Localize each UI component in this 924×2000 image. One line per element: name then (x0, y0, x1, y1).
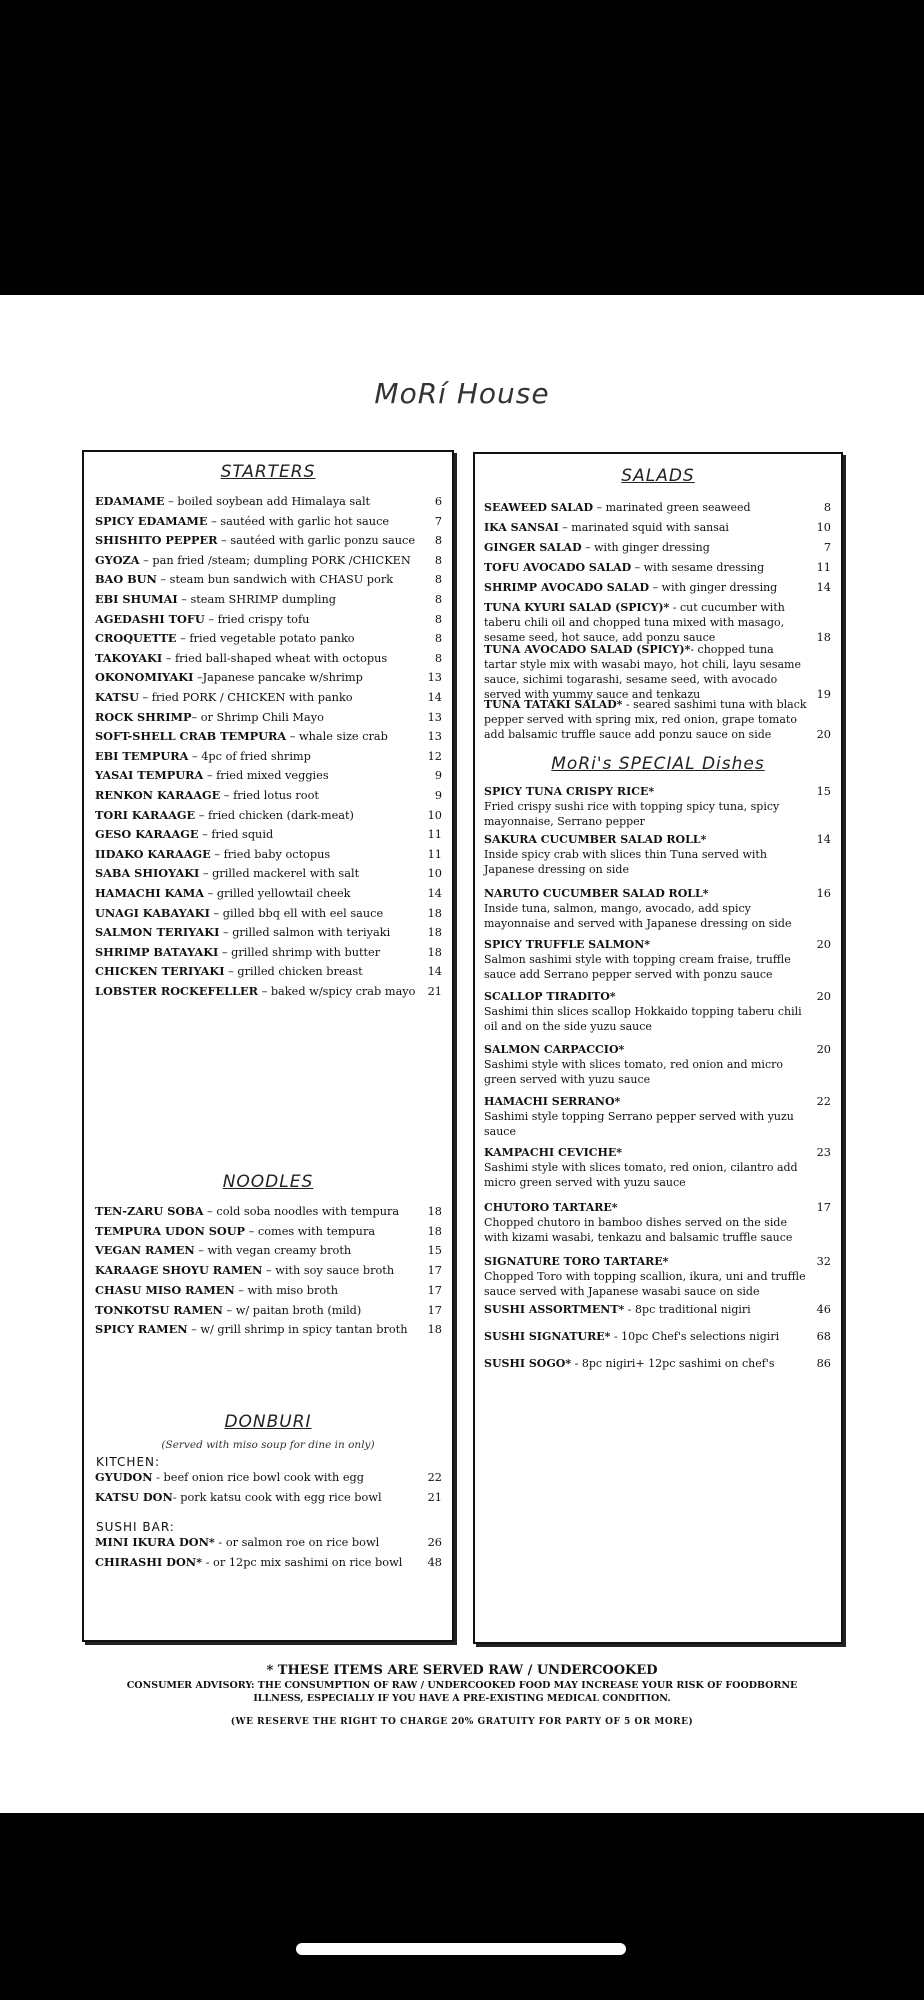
menu-item-name: NARUTO CUCUMBER SALAD ROLL* (484, 887, 709, 900)
menu-item (95, 788, 442, 803)
menu-item-price: 14 (816, 833, 831, 846)
menu-item-name: RENKON KARAAGE (95, 788, 221, 802)
menu-item-price: 18 (427, 1323, 442, 1337)
menu-item-name: EBI TEMPURA (95, 748, 189, 763)
menu-item-description: – w/ paitan broth (mild) (222, 1303, 362, 1317)
menu-item-description: – fried vegetable potato panko (176, 632, 355, 646)
menu-item (484, 1254, 831, 1299)
menu-item (484, 1094, 831, 1139)
right-menu-column (473, 452, 843, 1644)
menu-item-description: –Japanese pancake w/shrimp (193, 671, 363, 685)
menu-item-name: HAMACHI SERRANO* (484, 1095, 621, 1108)
menu-item-description: – steam SHRIMP dumpling (177, 593, 337, 606)
menu-item (484, 642, 831, 702)
menu-item (95, 1243, 442, 1258)
menu-item (95, 1263, 442, 1278)
menu-item-description: – fried crispy tofu (204, 612, 310, 626)
donburi-note: (Served with miso soup for dine in only) (161, 1439, 375, 1451)
menu-item (95, 670, 442, 685)
menu-item-name: SPICY TUNA CRISPY RICE* (484, 785, 655, 798)
menu-item-price: 32 (816, 1255, 831, 1268)
menu-item-name: TUNA AVOCADO SALAD (SPICY)* (484, 643, 691, 656)
menu-item-name: YASAI TEMPURA (95, 768, 204, 783)
menu-item-price: 8 (434, 632, 442, 646)
menu-item-name: AGEDASHI TOFU (95, 611, 205, 626)
menu-item-name: TAKOYAKI (95, 650, 163, 665)
menu-item-price: 8 (823, 501, 831, 514)
menu-item-price: 15 (427, 1244, 442, 1258)
menu-item-name: TUNA TATAKI SALAD* (484, 698, 623, 711)
menu-item-price: 18 (427, 945, 442, 959)
menu-item-name: VEGAN RAMEN (95, 1243, 195, 1258)
menu-item-name: MINI IKURA DON* (95, 1535, 215, 1549)
restaurant-title: MoRí House (374, 377, 550, 410)
menu-item-description: – marinated squid with sansai (558, 521, 729, 534)
menu-item-name: CHICKEN TERIYAKI (95, 964, 225, 979)
menu-item-description: Sashimi style with slices tomato, red onion, cilantro add micro green served with yuzu sauce (484, 1161, 798, 1189)
menu-item-price: 21 (427, 1491, 442, 1504)
menu-item-name: SALMON TERIYAKI (95, 925, 220, 940)
menu-item-price: 11 (816, 561, 831, 574)
menu-item-name: SABA SHIOYAKI (95, 866, 200, 881)
menu-item-name: GYUDON (95, 1470, 153, 1484)
menu-item (95, 808, 442, 823)
menu-item-price: 15 (816, 785, 831, 798)
menu-item-description: – 4pc of fried shrimp (188, 749, 311, 763)
menu-item (95, 690, 442, 705)
menu-item-price: 20 (816, 1043, 831, 1056)
menu-item-price: 48 (427, 1556, 442, 1569)
menu-item (95, 494, 442, 509)
menu-item-price: 20 (816, 990, 831, 1003)
menu-item-price: 68 (816, 1330, 831, 1343)
menu-item (95, 553, 442, 568)
menu-item-name: GINGER SALAD (484, 541, 582, 554)
menu-item-price: 8 (434, 612, 442, 626)
menu-item-name: HAMACHI KAMA (95, 886, 204, 900)
menu-item-price: 46 (816, 1303, 831, 1316)
menu-item-name: TEMPURA UDON SOUP (95, 1223, 246, 1238)
menu-item-description: – with sesame dressing (631, 561, 765, 574)
menu-item (484, 1042, 831, 1087)
menu-item-description: – cold soba noodles with tempura (203, 1205, 400, 1218)
menu-item-price: 17 (427, 1264, 442, 1278)
menu-item-price: 13 (427, 671, 442, 685)
menu-item (95, 710, 442, 725)
menu-item (484, 540, 831, 555)
menu-item-price: 8 (434, 573, 442, 587)
menu-item-price: 11 (427, 828, 442, 842)
menu-item-price: 20 (816, 728, 831, 741)
menu-item-name: SCALLOP TIRADITO* (484, 990, 616, 1003)
menu-item-description: – with ginger dressing (649, 581, 778, 594)
menu-item-price: 18 (427, 1224, 442, 1238)
menu-item-description: Inside tuna, salmon, mango, avocado, add spicy mayonnaise and served with Japanese dressing on side (484, 902, 792, 930)
menu-item-description: – or Shrimp Chili Mayo (191, 710, 324, 724)
menu-item-price: 21 (427, 985, 442, 998)
menu-item (484, 832, 831, 877)
menu-item-description: – whale size crab (286, 730, 388, 744)
menu-item-description: - cut cucumber with taberu chili oil and chopped tuna mixed with masago, sesame seed, hot sauce, add ponzu sauce (484, 601, 785, 644)
menu-item (484, 1302, 831, 1317)
menu-item (484, 697, 831, 742)
menu-item-name: SEAWEED SALAD (484, 501, 594, 514)
menu-item (484, 886, 831, 931)
menu-item (95, 906, 442, 921)
menu-item-price: 17 (816, 1201, 831, 1214)
menu-item-name: KATSU DON (95, 1490, 173, 1504)
menu-item (95, 964, 442, 979)
menu-item-name: SHRIMP BATAYAKI (95, 944, 219, 959)
menu-item-description: Sashimi style topping Serrano pepper served with yuzu sauce (484, 1110, 794, 1138)
menu-item-description: - chopped tuna tartar style mix with wasabi mayo, hot chili, layu sesame sauce, sichimi togarashi, sesame seed, with avocado served with yummy sauce and tenkazu (484, 643, 801, 701)
menu-item (95, 945, 442, 960)
menu-item-name: SPICY TRUFFLE SALMON* (484, 938, 651, 951)
menu-item-description: – with miso broth (234, 1283, 338, 1297)
menu-item-name: GYOZA (95, 552, 140, 567)
menu-item-description: – grilled mackerel with salt (199, 867, 360, 881)
menu-item (95, 866, 442, 881)
menu-item-price: 8 (434, 553, 442, 567)
menu-item-price: 17 (427, 1303, 442, 1317)
menu-item (95, 612, 442, 627)
menu-item-price: 14 (427, 887, 442, 900)
menu-item-name: KAMPACHI CEVICHE* (484, 1146, 623, 1159)
menu-item-description: Sashimi style with slices tomato, red onion and micro green served with yuzu sauce (484, 1058, 783, 1086)
menu-item-text (484, 642, 831, 702)
menu-item-name: CROQUETTE (95, 631, 177, 646)
menu-sheet (0, 295, 924, 1813)
menu-item-price: 10 (427, 867, 442, 881)
menu-item (95, 1283, 442, 1298)
menu-item-name: SIGNATURE TORO TARTARE* (484, 1255, 669, 1268)
menu-item-description: Chopped Toro with topping scallion, ikura, uni and truffle sauce served with Japanese wasabi sauce on side (484, 1270, 806, 1298)
menu-item (95, 984, 442, 999)
menu-item (95, 1204, 442, 1219)
menu-item-name: SHRIMP AVOCADO SALAD (484, 581, 650, 594)
menu-item-name: SHISHITO PEPPER (95, 533, 218, 548)
raw-notice: * THESE ITEMS ARE SERVED RAW / UNDERCOOKED (266, 1663, 658, 1678)
menu-item (484, 1145, 831, 1190)
menu-item (95, 651, 442, 666)
gratuity-notice: (WE RESERVE THE RIGHT TO CHARGE 20% GRATUITY FOR PARTY OF 5 OR MORE) (230, 1717, 694, 1727)
menu-item-name: GESO KARAAGE (95, 827, 199, 842)
menu-item-description: – marinated green seaweed (593, 501, 751, 514)
menu-item-price: 14 (816, 581, 831, 594)
kitchen-label: KITCHEN: (96, 1455, 161, 1469)
menu-item (95, 572, 442, 587)
menu-item-price: 8 (434, 651, 442, 665)
menu-item-description: – pan fried /steam; dumpling PORK /CHICKEN (139, 553, 411, 567)
menu-item-name: SOFT-SHELL CRAB TEMPURA (95, 729, 287, 744)
menu-item-name: TORI KARAAGE (95, 807, 196, 822)
menu-item-text (484, 560, 831, 575)
menu-item (484, 500, 831, 515)
menu-item-name: CHUTORO TARTARE* (484, 1201, 618, 1214)
menu-item-name: SUSHI SIGNATURE* (484, 1330, 611, 1343)
menu-item (484, 520, 831, 535)
menu-item-description: – with soy sauce broth (262, 1264, 395, 1278)
menu-item (95, 1322, 442, 1337)
menu-item-name: TEN-ZARU SOBA (95, 1204, 204, 1218)
menu-item (95, 514, 442, 529)
menu-item-price: 16 (816, 887, 831, 900)
menu-item (484, 600, 831, 645)
menu-item-description: – fried ball-shaped wheat with octopus (162, 651, 388, 665)
menu-item (95, 768, 442, 783)
menu-item-price: 9 (434, 769, 442, 783)
menu-item (95, 1490, 442, 1505)
menu-item-description: Fried crispy sushi rice with topping spicy tuna, spicy mayonnaise, Serrano pepper (484, 800, 780, 828)
menu-item-price: 10 (427, 808, 442, 822)
menu-item-name: CHASU MISO RAMEN (95, 1282, 235, 1297)
menu-item-description: – grilled yellowtail cheek (204, 887, 351, 900)
menu-item-price: 7 (434, 514, 442, 528)
menu-item-description: Inside spicy crab with slices thin Tuna served with Japanese dressing on side (484, 848, 767, 876)
noodles-heading: NOODLES (222, 1172, 314, 1192)
consumer-advisory: CONSUMER ADVISORY: THE CONSUMPTION OF RAW / UNDERCOOKED FOOD MAY INCREASE YOUR RISK OF FOODBORNE ILLNESS, ESPECIALLY IF YOU HAVE A PRE-EXISTING MEDICAL CONDITION. (126, 1680, 798, 1704)
menu-item-name: ROCK SHRIMP (95, 709, 192, 724)
menu-item-name: TUNA KYURI SALAD (SPICY)* (484, 601, 670, 614)
menu-item (95, 592, 442, 607)
menu-item-price: 86 (816, 1357, 831, 1370)
menu-item-price: 9 (434, 789, 442, 802)
menu-item-name: KARAAGE SHOYU RAMEN (95, 1263, 263, 1278)
menu-item-price: 10 (816, 521, 831, 534)
menu-item-description: – grilled shrimp with butter (218, 945, 381, 959)
menu-item-description: - pork katsu cook with egg rice bowl (172, 1491, 382, 1504)
menu-item-name: SPICY RAMEN (95, 1322, 188, 1337)
menu-item-price: 6 (434, 495, 442, 508)
sushi-bar-label: SUSHI BAR: (96, 1520, 175, 1534)
donburi-heading: DONBURI (224, 1412, 312, 1432)
menu-item-description: – gilled bbq ell with eel sauce (209, 906, 384, 920)
menu-item-price: 23 (816, 1146, 831, 1159)
menu-item (95, 1535, 442, 1550)
menu-item-description: - 8pc traditional nigiri (624, 1303, 751, 1316)
menu-item-description: - beef onion rice bowl cook with egg (152, 1471, 364, 1484)
menu-item-text (484, 1302, 831, 1317)
menu-item-price: 26 (427, 1536, 442, 1549)
menu-item-price: 7 (823, 541, 831, 554)
menu-item-price: 13 (427, 710, 442, 724)
menu-item-name: KATSU (95, 690, 139, 704)
menu-item-price: 8 (434, 534, 442, 548)
menu-item (95, 631, 442, 646)
menu-item (95, 1224, 442, 1239)
menu-item (95, 1555, 442, 1570)
menu-item-price: 22 (427, 1471, 442, 1484)
menu-item (484, 580, 831, 595)
menu-item-name: SALMON CARPACCIO* (484, 1043, 625, 1056)
menu-item-price: 18 (427, 1205, 442, 1218)
menu-item-description: - 10pc Chef's selections nigiri (610, 1330, 780, 1343)
menu-item-price: 18 (427, 906, 442, 920)
menu-item-name: BAO BUN (95, 572, 157, 587)
menu-item (95, 729, 442, 744)
menu-item-name: SUSHI ASSORTMENT* (484, 1303, 625, 1316)
menu-item-description: – fried lotus root (220, 789, 319, 802)
menu-item-description: – comes with tempura (245, 1224, 376, 1238)
menu-item-name: EDAMAME (95, 494, 165, 508)
menu-item-text (484, 600, 831, 645)
menu-item (95, 847, 442, 862)
menu-item-description: - 8pc nigiri+ 12pc sashimi on chef's (571, 1357, 775, 1370)
menu-item-text (484, 500, 831, 515)
menu-item-price: 17 (427, 1283, 442, 1297)
menu-item-description: – fried chicken (dark-meat) (195, 808, 354, 822)
menu-item-name: UNAGI KABAYAKI (95, 905, 210, 920)
starters-heading: STARTERS (220, 462, 316, 482)
menu-item-description: – fried baby octopus (210, 847, 331, 861)
menu-item-text (484, 1356, 831, 1371)
menu-item-price: 18 (427, 926, 442, 940)
menu-item-name: LOBSTER ROCKEFELLER (95, 984, 258, 998)
menu-item-description: – grilled chicken breast (224, 965, 363, 979)
menu-item-price: 18 (816, 631, 831, 644)
menu-item (484, 989, 831, 1034)
menu-item-text (484, 1329, 831, 1344)
menu-item-description: – boiled soybean add Himalaya salt (164, 495, 371, 508)
menu-item-name: SAKURA CUCUMBER SALAD ROLL* (484, 833, 707, 846)
menu-item-text (484, 580, 831, 595)
menu-item-name: TOFU AVOCADO SALAD (484, 561, 632, 574)
menu-item-name: IKA SANSAI (484, 521, 559, 534)
menu-item-description: - seared sashimi tuna with black pepper served with spring mix, red onion, grape tomato add balsamic truffle sauce add ponzu sauce on side (484, 698, 807, 741)
menu-item (95, 1470, 442, 1485)
menu-item (484, 1329, 831, 1344)
menu-item-text (484, 697, 831, 742)
menu-item-price: 12 (427, 749, 442, 763)
menu-item-name: TONKOTSU RAMEN (95, 1302, 223, 1317)
menu-item-name: SUSHI SOGO* (484, 1357, 572, 1370)
menu-item-description: – steam bun sandwich with CHASU pork (156, 573, 394, 587)
menu-item-description: – with ginger dressing (581, 541, 710, 554)
menu-item-description: - or 12pc mix sashimi on rice bowl (202, 1556, 403, 1569)
menu-item-name: IIDAKO KARAAGE (95, 846, 211, 861)
menu-item-description: – sautéed with garlic ponzu sauce (217, 534, 416, 548)
menu-item (95, 533, 442, 548)
menu-item-price: 8 (434, 593, 442, 606)
menu-item (95, 1303, 442, 1318)
menu-item-description: – grilled salmon with teriyaki (219, 926, 391, 940)
menu-item-text (484, 520, 831, 535)
menu-item-description: Salmon sashimi style with topping cream fraise, truffle sauce add Serrano pepper served with ponzu sauce (484, 953, 791, 981)
menu-item-price: 14 (427, 691, 442, 704)
menu-item-description: – with vegan creamy broth (194, 1244, 352, 1258)
menu-item (484, 1356, 831, 1371)
menu-item (95, 886, 442, 901)
menu-item (484, 1200, 831, 1245)
menu-item-description: Sashimi thin slices scallop Hokkaido topping taberu chili oil and on the side yuzu sauce (484, 1005, 802, 1033)
menu-item-price: 22 (816, 1095, 831, 1108)
menu-item-name: OKONOMIYAKI (95, 670, 194, 685)
menu-item-price: 11 (427, 847, 442, 861)
menu-item (95, 749, 442, 764)
menu-item-description: – baked w/spicy crab mayo (258, 985, 416, 998)
menu-item-name: EBI SHUMAI (95, 592, 178, 606)
menu-item (95, 925, 442, 940)
menu-item-description: - or salmon roe on rice bowl (214, 1536, 380, 1549)
menu-item-text (484, 540, 831, 555)
menu-item (484, 784, 831, 829)
menu-item-price: 13 (427, 730, 442, 744)
left-menu-column (82, 450, 454, 1642)
menu-item-description: – sautéed with garlic hot sauce (207, 514, 390, 528)
menu-item-description: – fried squid (198, 828, 274, 842)
menu-item-name: CHIRASHI DON* (95, 1555, 203, 1569)
menu-item (484, 937, 831, 982)
menu-item-name: SPICY EDAMAME (95, 513, 208, 528)
menu-item-description: – fried PORK / CHICKEN with panko (138, 691, 353, 704)
menu-item-description: – w/ grill shrimp in spicy tantan broth (187, 1323, 408, 1337)
menu-item (484, 560, 831, 575)
salads-heading: SALADS (621, 466, 695, 486)
home-indicator[interactable] (296, 1943, 626, 1955)
menu-item (95, 827, 442, 842)
menu-item-price: 20 (816, 938, 831, 951)
menu-item-description: – fried mixed veggies (203, 769, 329, 783)
menu-item-price: 19 (816, 688, 831, 701)
menu-item-price: 14 (427, 965, 442, 979)
specials-heading: MoRi's SPECIAL Dishes (551, 754, 765, 774)
menu-item-description: Chopped chutoro in bamboo dishes served on the side with kizami wasabi, tenkazu and balsamic truffle sauce (484, 1216, 793, 1244)
